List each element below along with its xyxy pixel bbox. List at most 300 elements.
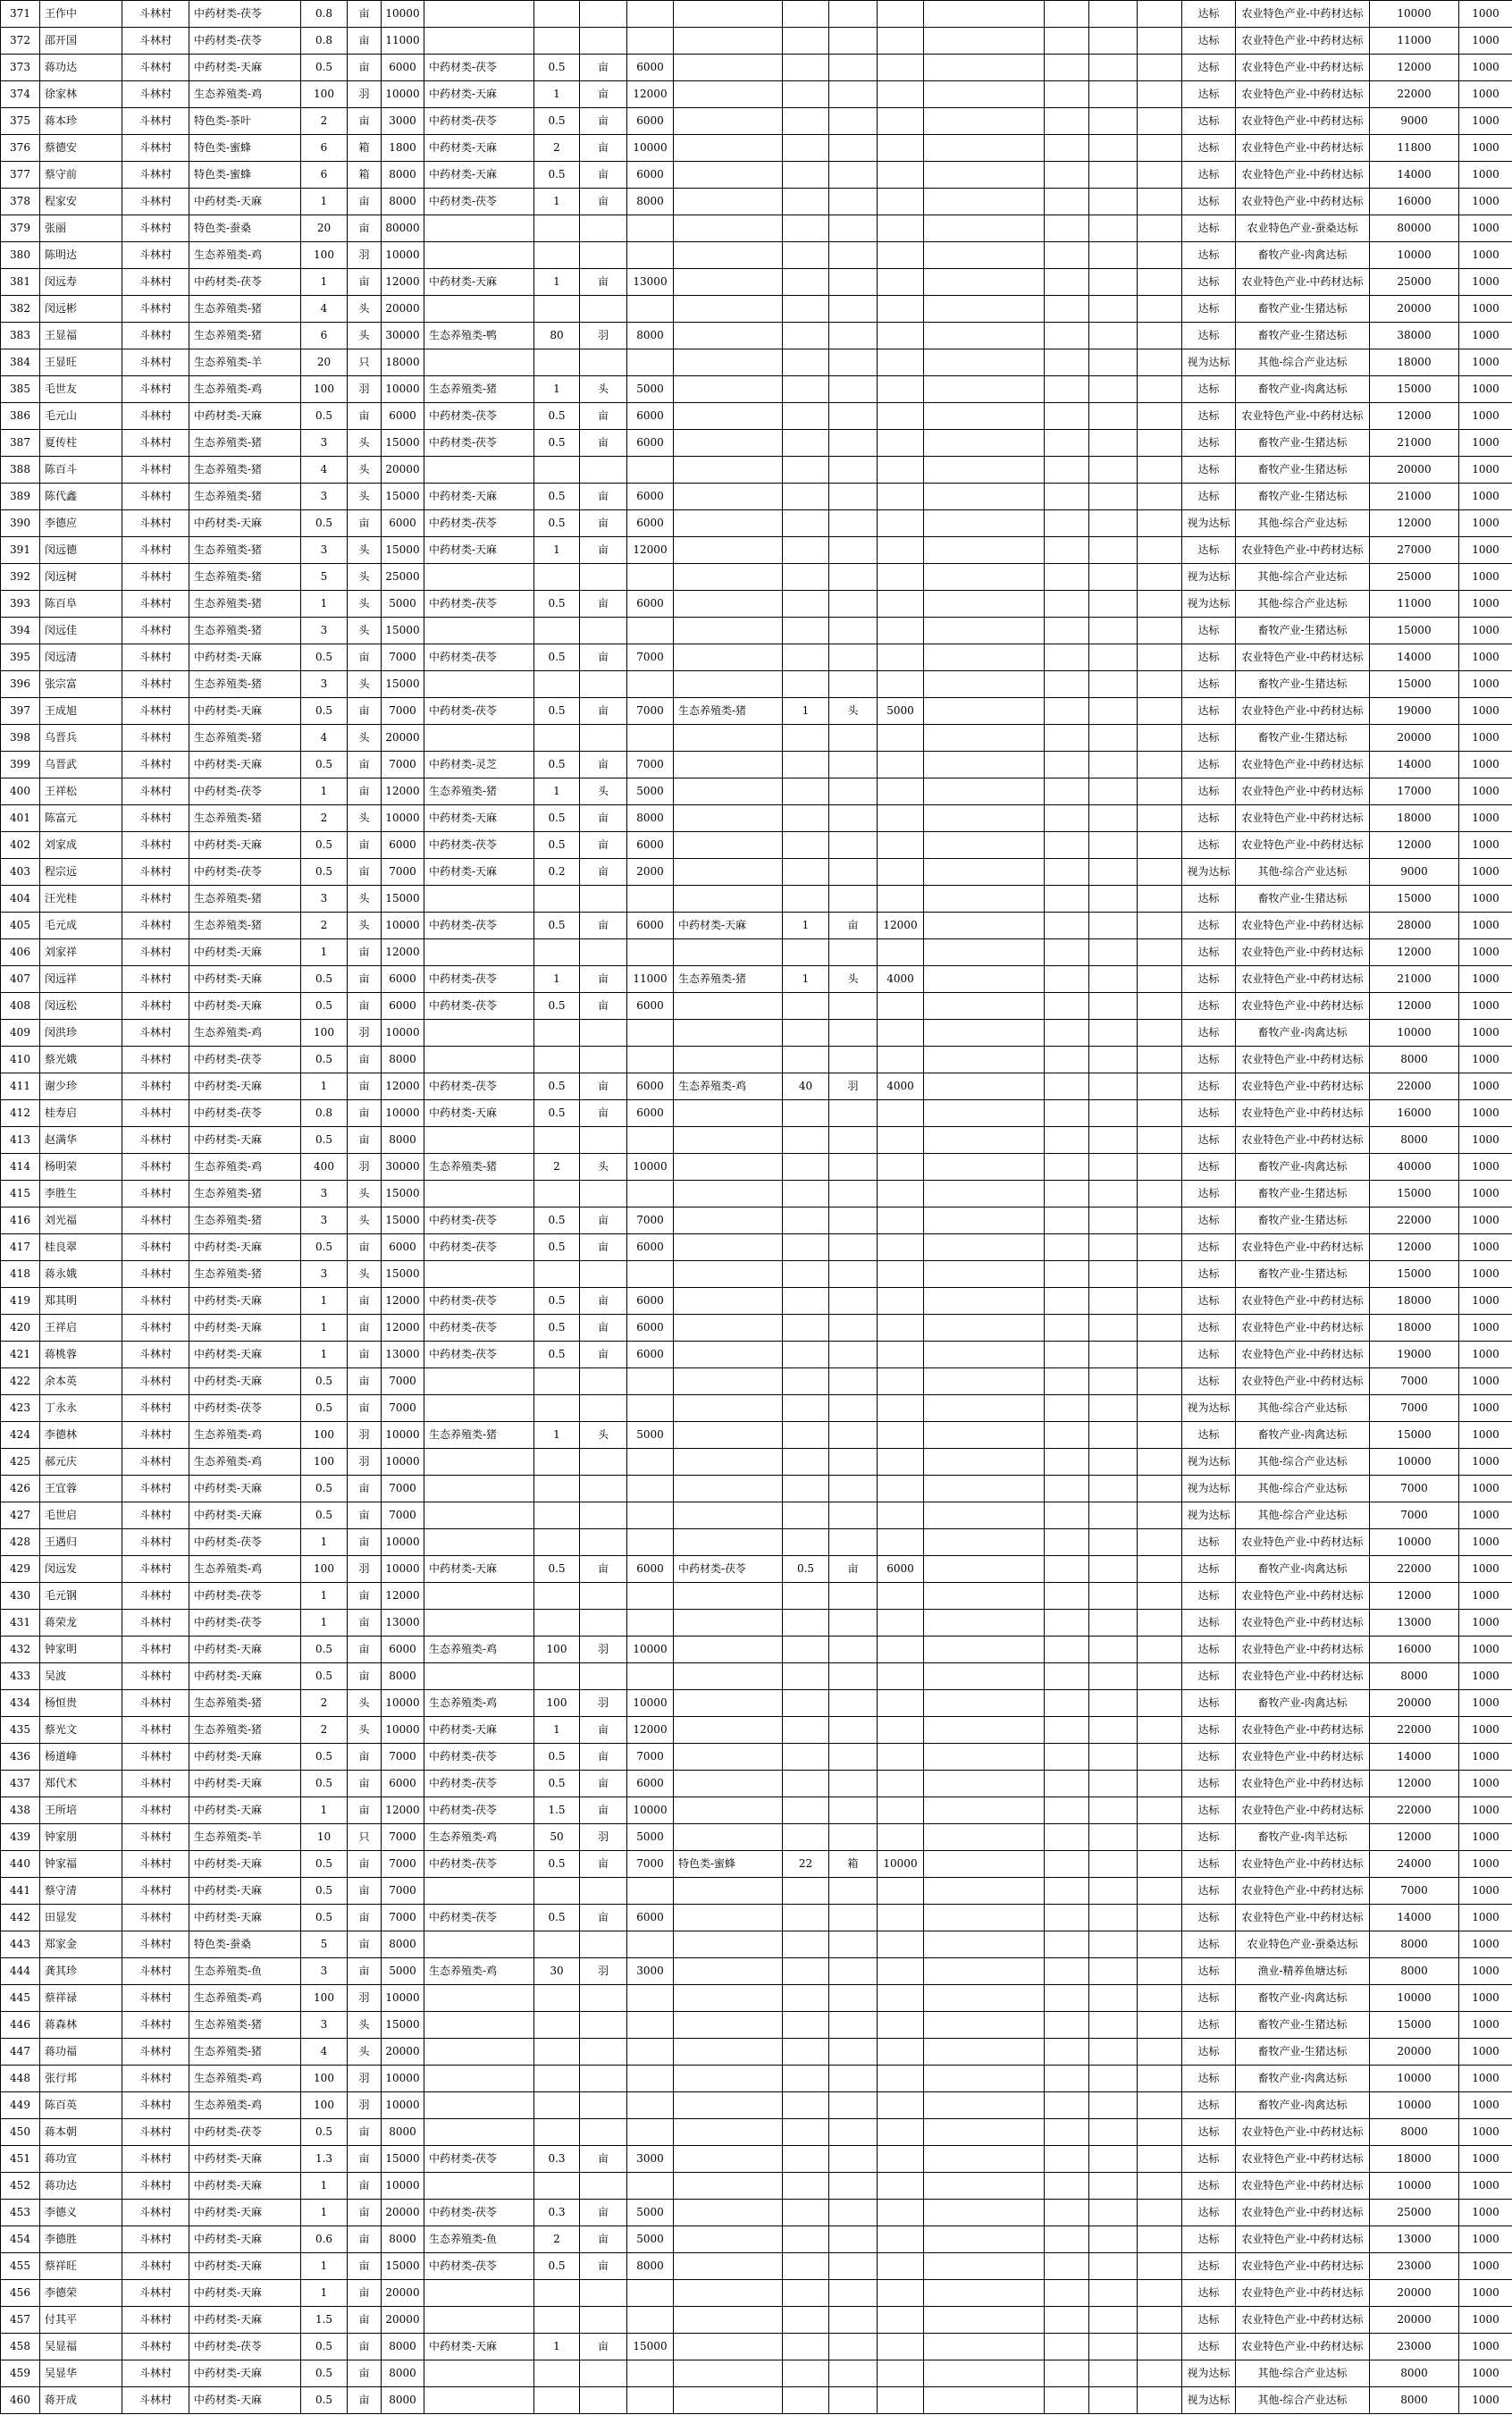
- table-cell: 亩: [580, 189, 627, 215]
- table-cell: 中药材类-茯苓: [424, 55, 534, 81]
- table-cell: 1: [534, 269, 580, 296]
- table-cell: 头: [348, 1717, 382, 1744]
- table-cell: 中药材类-天麻: [189, 403, 301, 430]
- table-cell: 达标: [1182, 1878, 1236, 1905]
- table-cell: [1138, 510, 1182, 537]
- table-cell: 吴波: [40, 1663, 122, 1690]
- table-cell: 1: [783, 913, 829, 939]
- table-cell: [783, 1905, 829, 1931]
- table-cell: 431: [1, 1610, 40, 1637]
- table-cell: [829, 886, 878, 913]
- table-cell: 1800: [382, 135, 424, 162]
- table-cell: 10000: [382, 1449, 424, 1476]
- table-cell: 中药材类-茯苓: [424, 2200, 534, 2226]
- table-cell: 达标: [1182, 1100, 1236, 1127]
- table-cell: [1089, 269, 1138, 296]
- table-cell: 亩: [580, 135, 627, 162]
- table-cell: 0.5: [534, 698, 580, 725]
- table-cell: 459: [1, 2360, 40, 2387]
- table-cell: 20000: [1370, 2307, 1459, 2334]
- table-cell: 中药材类-天麻: [189, 993, 301, 1020]
- table-cell: [878, 1315, 924, 1342]
- table-cell: [1089, 1181, 1138, 1208]
- table-cell: [1138, 752, 1182, 778]
- table-cell: [674, 859, 783, 886]
- table-cell: [1138, 993, 1182, 1020]
- table-cell: 中药材类-茯苓: [189, 859, 301, 886]
- table-cell: [1089, 1073, 1138, 1100]
- table-cell: 特色类-茶叶: [189, 108, 301, 135]
- table-cell: [1089, 1261, 1138, 1288]
- table-cell: [878, 805, 924, 832]
- table-cell: 斗林村: [122, 2226, 189, 2253]
- table-cell: [1138, 939, 1182, 966]
- table-cell: 陈百英: [40, 2092, 122, 2119]
- table-cell: [783, 28, 829, 55]
- table-cell: [1045, 28, 1089, 55]
- table-cell: 斗林村: [122, 1100, 189, 1127]
- table-cell: 斗林村: [122, 618, 189, 644]
- table-row: [1, 993, 1512, 1020]
- table-cell: 斗林村: [122, 1368, 189, 1395]
- table-cell: 6000: [382, 993, 424, 1020]
- table-cell: 402: [1, 832, 40, 859]
- table-cell: 7000: [627, 644, 674, 671]
- table-cell: 7000: [382, 698, 424, 725]
- table-cell: 15000: [1370, 1261, 1459, 1288]
- table-cell: [783, 1422, 829, 1449]
- table-cell: 闵远树: [40, 564, 122, 591]
- table-cell: [1138, 618, 1182, 644]
- table-cell: 40000: [1370, 1154, 1459, 1181]
- table-cell: [829, 376, 878, 403]
- table-cell: 1000: [1459, 671, 1512, 698]
- table-cell: 6000: [627, 1342, 674, 1368]
- table-cell: 亩: [829, 1556, 878, 1583]
- table-cell: [1138, 2012, 1182, 2039]
- table-cell: [1138, 55, 1182, 81]
- table-row: [1, 2280, 1512, 2307]
- table-cell: 达标: [1182, 1958, 1236, 1985]
- table-cell: 3: [301, 430, 348, 457]
- table-cell: 7000: [1370, 1368, 1459, 1395]
- table-cell: 1: [534, 81, 580, 108]
- table-row: [1, 2066, 1512, 2092]
- table-cell: [878, 2066, 924, 2092]
- table-cell: [1045, 1958, 1089, 1985]
- table-cell: [1045, 698, 1089, 725]
- table-cell: [1138, 1154, 1182, 1181]
- table-cell: 生态养殖类-猪: [189, 1717, 301, 1744]
- table-cell: 斗林村: [122, 913, 189, 939]
- table-cell: 22000: [1370, 1556, 1459, 1583]
- table-cell: 30000: [382, 323, 424, 349]
- table-cell: 1: [301, 189, 348, 215]
- table-cell: 生态养殖类-猪: [189, 618, 301, 644]
- table-cell: 100: [301, 376, 348, 403]
- table-cell: 12000: [1370, 510, 1459, 537]
- table-cell: [674, 1931, 783, 1958]
- table-cell: [1138, 2092, 1182, 2119]
- table-cell: 50: [534, 1824, 580, 1851]
- table-row: [1, 1502, 1512, 1529]
- table-cell: 斗林村: [122, 1154, 189, 1181]
- table-cell: [924, 430, 1045, 457]
- table-cell: 亩: [580, 2200, 627, 2226]
- table-cell: 视为达标: [1182, 1476, 1236, 1502]
- table-cell: [534, 564, 580, 591]
- table-row: [1, 484, 1512, 510]
- table-cell: [878, 886, 924, 913]
- table-cell: 1000: [1459, 1449, 1512, 1476]
- table-cell: [424, 1020, 534, 1047]
- table-cell: 0.5: [534, 510, 580, 537]
- table-cell: [829, 2307, 878, 2334]
- table-cell: [580, 242, 627, 269]
- table-cell: 亩: [348, 752, 382, 778]
- table-cell: 1000: [1459, 323, 1512, 349]
- table-cell: 10000: [382, 1422, 424, 1449]
- table-cell: 391: [1, 537, 40, 564]
- table-cell: [924, 1100, 1045, 1127]
- table-cell: [674, 725, 783, 752]
- table-cell: 13000: [382, 1610, 424, 1637]
- table-cell: 中药材类-茯苓: [424, 1771, 534, 1797]
- table-cell: [424, 1583, 534, 1610]
- table-cell: 亩: [348, 2387, 382, 2414]
- table-cell: 420: [1, 1315, 40, 1342]
- table-cell: 1000: [1459, 618, 1512, 644]
- table-cell: 斗林村: [122, 778, 189, 805]
- table-cell: [674, 2360, 783, 2387]
- table-cell: [1089, 1610, 1138, 1637]
- table-cell: 达标: [1182, 1905, 1236, 1931]
- table-cell: 4000: [878, 966, 924, 993]
- table-cell: 达标: [1182, 1181, 1236, 1208]
- table-cell: [534, 1449, 580, 1476]
- table-cell: 生态养殖类-猪: [189, 2039, 301, 2066]
- table-cell: 411: [1, 1073, 40, 1100]
- table-cell: [580, 296, 627, 323]
- table-cell: 中药材类-天麻: [424, 135, 534, 162]
- table-cell: 达标: [1182, 215, 1236, 242]
- table-cell: [1138, 644, 1182, 671]
- table-cell: [1045, 1797, 1089, 1824]
- table-cell: [924, 510, 1045, 537]
- table-cell: 李德荣: [40, 2280, 122, 2307]
- table-cell: 王遇归: [40, 1529, 122, 1556]
- table-cell: 1000: [1459, 2146, 1512, 2173]
- table-cell: 中药材类-天麻: [424, 537, 534, 564]
- table-cell: 15000: [1370, 1181, 1459, 1208]
- table-cell: [1045, 2012, 1089, 2039]
- table-cell: 7000: [382, 1744, 424, 1771]
- table-cell: 10000: [382, 242, 424, 269]
- table-cell: 中药材类-天麻: [189, 644, 301, 671]
- table-cell: 亩: [348, 2334, 382, 2360]
- table-cell: 亩: [348, 108, 382, 135]
- table-cell: 达标: [1182, 2092, 1236, 2119]
- table-cell: [674, 189, 783, 215]
- table-cell: 生态养殖类-鸡: [189, 1422, 301, 1449]
- table-cell: 1000: [1459, 832, 1512, 859]
- table-cell: 6000: [627, 1288, 674, 1315]
- table-cell: 达标: [1182, 269, 1236, 296]
- table-cell: [829, 403, 878, 430]
- table-cell: [674, 55, 783, 81]
- table-cell: [674, 2146, 783, 2173]
- table-cell: 0.5: [534, 1315, 580, 1342]
- table-cell: 农业特色产业-中药材达标: [1236, 2146, 1370, 2173]
- table-cell: 畜牧产业-生猪达标: [1236, 1261, 1370, 1288]
- table-row: [1, 1583, 1512, 1610]
- table-cell: [627, 1476, 674, 1502]
- table-cell: [829, 1288, 878, 1315]
- table-cell: [627, 2280, 674, 2307]
- table-cell: [1089, 1797, 1138, 1824]
- table-cell: [1089, 81, 1138, 108]
- table-row: [1, 698, 1512, 725]
- table-cell: 中药材类-茯苓: [424, 2253, 534, 2280]
- table-cell: [1089, 1315, 1138, 1342]
- table-cell: 12000: [878, 913, 924, 939]
- table-cell: [424, 2387, 534, 2414]
- table-cell: 436: [1, 1744, 40, 1771]
- table-cell: 中药材类-天麻: [189, 510, 301, 537]
- table-cell: 423: [1, 1395, 40, 1422]
- table-cell: 亩: [580, 2334, 627, 2360]
- table-cell: [580, 1127, 627, 1154]
- table-cell: [924, 296, 1045, 323]
- table-cell: 1000: [1459, 2360, 1512, 2387]
- table-cell: [534, 1878, 580, 1905]
- table-cell: 15000: [382, 618, 424, 644]
- table-cell: 1000: [1459, 1208, 1512, 1234]
- table-cell: 亩: [580, 1556, 627, 1583]
- table-cell: 亩: [348, 1931, 382, 1958]
- table-cell: 蒋开成: [40, 2387, 122, 2414]
- table-cell: 头: [348, 671, 382, 698]
- table-cell: 亩: [580, 430, 627, 457]
- table-cell: 458: [1, 2334, 40, 2360]
- table-cell: [829, 564, 878, 591]
- table-cell: [1089, 564, 1138, 591]
- table-cell: [878, 2092, 924, 2119]
- table-cell: 6000: [382, 510, 424, 537]
- table-cell: [878, 993, 924, 1020]
- table-cell: [674, 1663, 783, 1690]
- table-cell: [1045, 2066, 1089, 2092]
- table-cell: 斗林村: [122, 1315, 189, 1342]
- table-row: [1, 618, 1512, 644]
- table-cell: [878, 778, 924, 805]
- table-cell: [783, 1449, 829, 1476]
- table-cell: 410: [1, 1047, 40, 1073]
- table-cell: 1: [301, 939, 348, 966]
- table-cell: [627, 671, 674, 698]
- table-cell: [783, 618, 829, 644]
- table-row: [1, 671, 1512, 698]
- table-cell: 农业特色产业-中药材达标: [1236, 269, 1370, 296]
- table-cell: 1: [534, 376, 580, 403]
- table-cell: 箱: [348, 162, 382, 189]
- table-cell: 中药材类-茯苓: [424, 108, 534, 135]
- table-cell: 1.3: [301, 2146, 348, 2173]
- table-cell: 陈百阜: [40, 591, 122, 618]
- table-cell: 20: [301, 349, 348, 376]
- table-cell: [674, 1583, 783, 1610]
- table-cell: [424, 296, 534, 323]
- table-cell: 中药材类-天麻: [189, 1905, 301, 1931]
- table-cell: [1138, 859, 1182, 886]
- table-cell: 畜牧产业-生猪达标: [1236, 886, 1370, 913]
- table-cell: 4000: [878, 1073, 924, 1100]
- table-cell: [783, 55, 829, 81]
- table-cell: [924, 162, 1045, 189]
- table-cell: 1: [301, 591, 348, 618]
- table-cell: 中药材类-茯苓: [189, 1, 301, 28]
- table-cell: 7000: [627, 1744, 674, 1771]
- table-row: [1, 1851, 1512, 1878]
- table-cell: 生态养殖类-猪: [189, 564, 301, 591]
- table-cell: [924, 1288, 1045, 1315]
- table-cell: 0.5: [301, 510, 348, 537]
- table-cell: [924, 484, 1045, 510]
- table-cell: [783, 2387, 829, 2414]
- table-cell: [924, 2119, 1045, 2146]
- table-cell: 21000: [1370, 430, 1459, 457]
- table-cell: 中药材类-天麻: [189, 939, 301, 966]
- table-row: [1, 1931, 1512, 1958]
- table-cell: 3: [301, 2012, 348, 2039]
- table-cell: [878, 1368, 924, 1395]
- table-cell: 斗林村: [122, 55, 189, 81]
- table-cell: [674, 108, 783, 135]
- table-cell: 斗林村: [122, 242, 189, 269]
- table-cell: [674, 2173, 783, 2200]
- table-cell: [534, 618, 580, 644]
- table-cell: [580, 2012, 627, 2039]
- table-row: [1, 1690, 1512, 1717]
- table-cell: [878, 2334, 924, 2360]
- table-cell: [534, 1127, 580, 1154]
- table-cell: 8000: [1370, 2360, 1459, 2387]
- table-cell: 6000: [627, 55, 674, 81]
- table-cell: [829, 1127, 878, 1154]
- table-cell: [1045, 1449, 1089, 1476]
- table-cell: 羽: [348, 1020, 382, 1047]
- table-cell: 亩: [580, 1315, 627, 1342]
- table-cell: 闵远祥: [40, 966, 122, 993]
- table-cell: [878, 1100, 924, 1127]
- table-cell: 徐家林: [40, 81, 122, 108]
- table-cell: [878, 2253, 924, 2280]
- table-cell: [829, 805, 878, 832]
- table-row: [1, 55, 1512, 81]
- table-cell: 10000: [1370, 2173, 1459, 2200]
- table-cell: [829, 1771, 878, 1797]
- table-cell: 中药材类-天麻: [189, 1368, 301, 1395]
- table-cell: 亩: [580, 1717, 627, 1744]
- table-cell: 20000: [1370, 725, 1459, 752]
- table-row: [1, 1020, 1512, 1047]
- table-cell: 其他-综合产业达标: [1236, 510, 1370, 537]
- table-cell: [1045, 671, 1089, 698]
- table-cell: 409: [1, 1020, 40, 1047]
- table-cell: 7000: [382, 1878, 424, 1905]
- table-cell: 22000: [1370, 1717, 1459, 1744]
- table-cell: 生态养殖类-羊: [189, 1824, 301, 1851]
- table-cell: 11000: [1370, 28, 1459, 55]
- table-cell: 1000: [1459, 644, 1512, 671]
- table-cell: 454: [1, 2226, 40, 2253]
- table-cell: 0.5: [301, 1395, 348, 1422]
- table-cell: [627, 1878, 674, 1905]
- table-cell: [878, 644, 924, 671]
- table-cell: [1089, 537, 1138, 564]
- table-cell: 渔业-精养鱼塘达标: [1236, 1958, 1370, 1985]
- table-cell: 0.8: [301, 1100, 348, 1127]
- table-cell: 20000: [382, 2280, 424, 2307]
- table-cell: 农业特色产业-中药材达标: [1236, 1851, 1370, 1878]
- table-cell: 451: [1, 2146, 40, 2173]
- table-cell: [1089, 644, 1138, 671]
- table-cell: 中药材类-茯苓: [424, 1905, 534, 1931]
- table-cell: [878, 1127, 924, 1154]
- table-cell: 亩: [348, 1771, 382, 1797]
- table-cell: 李德义: [40, 2200, 122, 2226]
- table-cell: [1089, 1288, 1138, 1315]
- table-cell: 18000: [1370, 805, 1459, 832]
- table-cell: [829, 1368, 878, 1395]
- table-cell: 农业特色产业-中药材达标: [1236, 1610, 1370, 1637]
- table-cell: [783, 2226, 829, 2253]
- table-cell: [1045, 1717, 1089, 1744]
- table-cell: 斗林村: [122, 2200, 189, 2226]
- table-cell: 0.5: [301, 1127, 348, 1154]
- table-cell: [1089, 323, 1138, 349]
- table-cell: 1: [534, 778, 580, 805]
- table-cell: [580, 1395, 627, 1422]
- table-cell: [783, 725, 829, 752]
- table-cell: [924, 591, 1045, 618]
- table-cell: [924, 1744, 1045, 1771]
- table-cell: 李胜生: [40, 1181, 122, 1208]
- table-cell: [1045, 510, 1089, 537]
- table-cell: 8000: [1370, 2119, 1459, 2146]
- table-cell: 斗林村: [122, 1422, 189, 1449]
- table-cell: [674, 1288, 783, 1315]
- table-cell: 377: [1, 162, 40, 189]
- table-cell: 亩: [580, 2146, 627, 2173]
- table-cell: [1138, 591, 1182, 618]
- table-cell: 6000: [382, 966, 424, 993]
- table-cell: [1089, 403, 1138, 430]
- table-cell: [1045, 1208, 1089, 1234]
- table-cell: 381: [1, 269, 40, 296]
- table-cell: 亩: [580, 805, 627, 832]
- table-cell: 生态养殖类-鸡: [674, 1073, 783, 1100]
- table-cell: 张宗富: [40, 671, 122, 698]
- table-cell: 头: [348, 1181, 382, 1208]
- table-row: [1, 349, 1512, 376]
- table-cell: [783, 1181, 829, 1208]
- table-cell: 1: [783, 698, 829, 725]
- table-cell: 斗林村: [122, 939, 189, 966]
- table-cell: 12000: [382, 1288, 424, 1315]
- table-cell: [924, 1610, 1045, 1637]
- table-cell: [424, 1, 534, 28]
